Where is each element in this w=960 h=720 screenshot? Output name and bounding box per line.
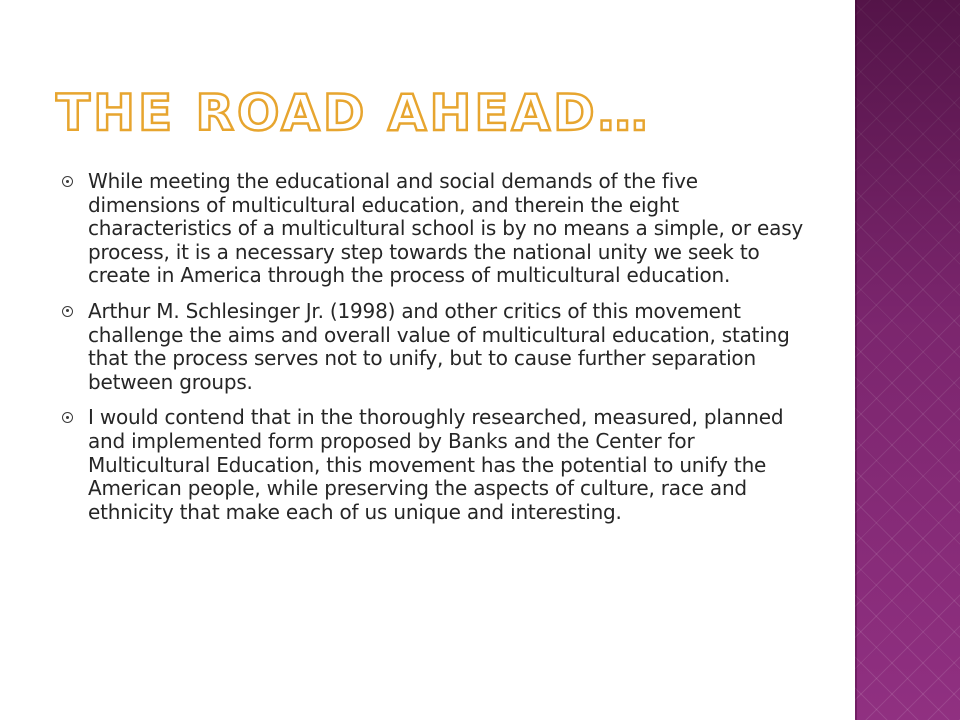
side-band-edge: [855, 0, 857, 720]
slide-title: THE ROAD AHEAD…: [56, 84, 651, 142]
circled-dot-bullet-icon: [62, 306, 73, 317]
bullet-text: I would contend that in the thoroughly researched, measured, planned and implemented form proposed by Banks and the Center for Multicultural Education, this movement has the potential to unify the American people, while preserving the aspects of culture, race and ethnicity that make each of us unique and interesting.: [88, 405, 784, 524]
bullet-item: [64, 406, 816, 524]
decorative-side-band: [855, 0, 960, 720]
bullet-list: [64, 170, 816, 536]
circled-dot-bullet-icon: [62, 412, 73, 423]
bullet-item: [64, 300, 816, 394]
circled-dot-bullet-icon: [62, 176, 73, 187]
bullet-text: While meeting the educational and social demands of the five dimensions of multicultural education, and therein the eight characteristics of a multicultural school is by no means a simple, or easy process, it is a necessary step towards the national unity we seek to create in America through the process of multicultural education.: [88, 169, 804, 288]
bullet-item: [64, 170, 816, 288]
bullet-text: Arthur M. Schlesinger Jr. (1998) and other critics of this movement challenge the aims and overall value of multicultural education, stating that the process serves not to unify, but to cause further separation between groups.: [88, 298, 790, 394]
